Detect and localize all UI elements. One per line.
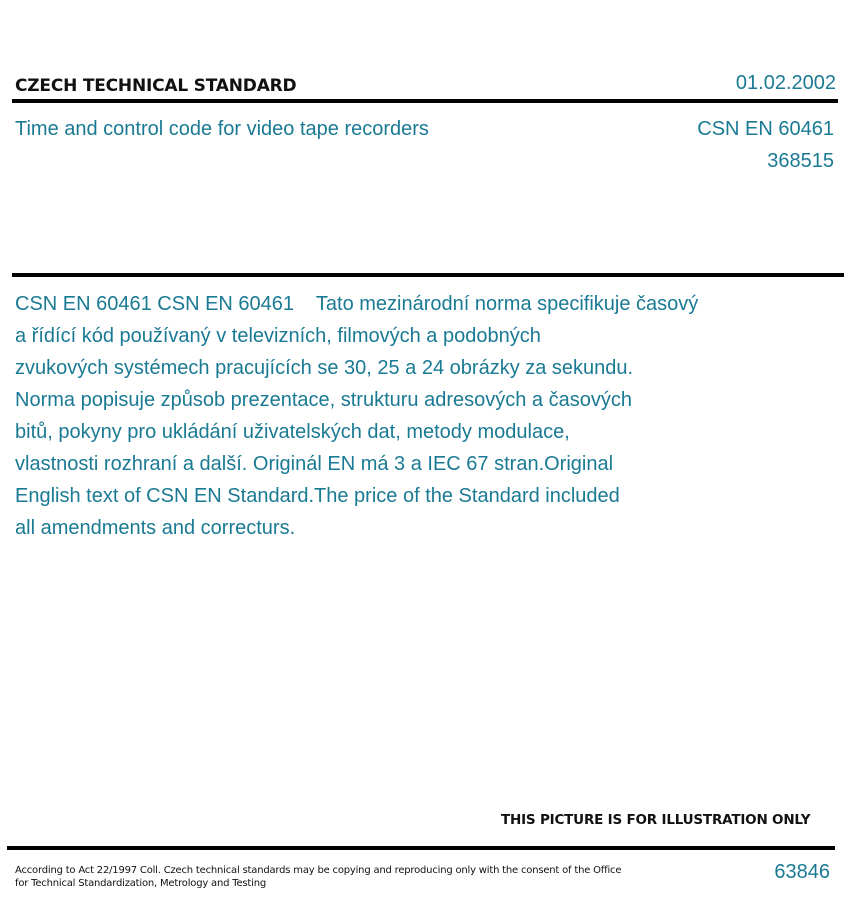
document-type-heading: CZECH TECHNICAL STANDARD [15,76,297,96]
description-line: English text of CSN EN Standard.The price of the Standard included [15,485,620,507]
description-line: a řídící kód používaný v televizních, filmových a podobných [15,325,541,347]
catalog-id: 63846 [774,861,830,883]
illustration-disclaimer: THIS PICTURE IS FOR ILLUSTRATION ONLY [501,812,811,828]
publication-date: 01.02.2002 [735,72,836,94]
standard-code: CSN EN 60461 [697,118,834,140]
description-line: zvukových systémech pracujících se 30, 25 a 24 obrázky za sekundu. [15,357,634,379]
description-line: vlastnosti rozhraní a další. Originál EN má 3 a IEC 67 stran.Original [15,453,614,475]
standard-number: 368515 [767,150,834,172]
description-line: CSN EN 60461 CSN EN 60461 Tato mezinárodní norma specifikuje časový [15,293,699,315]
standard-description [15,288,760,544]
section-divider [12,273,844,277]
legal-notice [15,864,621,890]
description-line: all amendments and correcturs. [15,517,296,539]
description-line: Norma popisuje způsob prezentace, strukturu adresových a časových [15,389,632,411]
description-line: bitů, pokyny pro ukládání uživatelských dat, metody modulace, [15,421,570,443]
standard-title: Time and control code for video tape recorders [15,118,429,140]
legal-notice-line: According to Act 22/1997 Coll. Czech technical standards may be copying and reproducing only with the consent of the Office [15,865,622,876]
legal-notice-line: for Technical Standardization, Metrology and Testing [15,878,266,889]
footer-divider [7,846,835,850]
header-divider [12,99,838,103]
